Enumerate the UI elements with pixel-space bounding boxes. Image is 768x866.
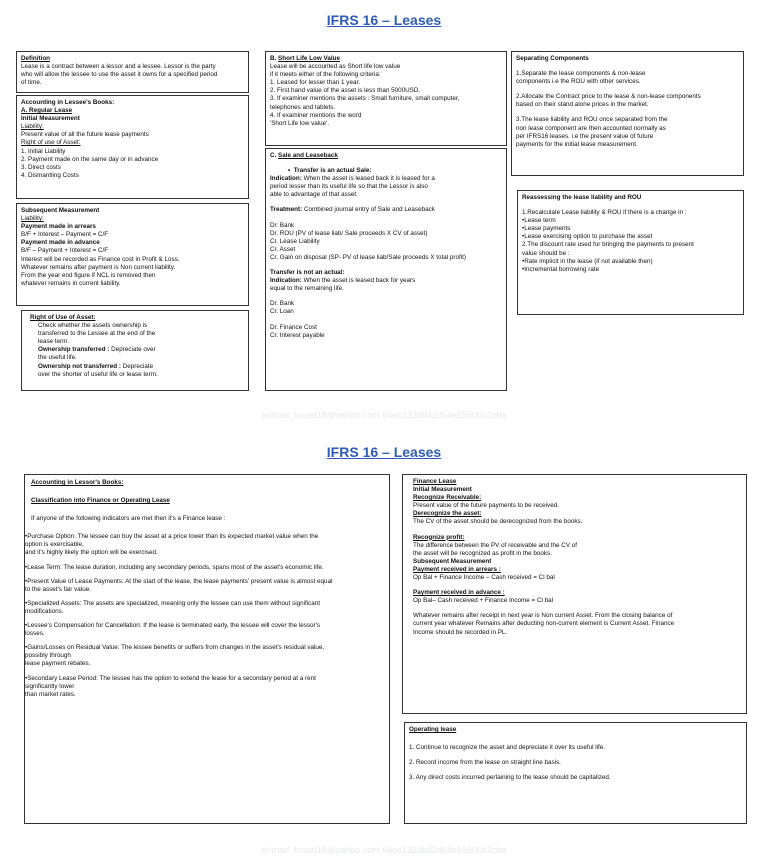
finance-closing: current year whatever Remains after deducting non-current element is Current Asset. Finance — [413, 620, 675, 628]
lessee-books-box — [16, 95, 249, 199]
definition-line: who will allow the lessee to use the asset it owns for a specified period — [21, 71, 218, 79]
finance-initial: Initial Measurement — [413, 486, 472, 494]
reassessing-box — [517, 190, 744, 315]
indicator-line: •Lessee's Compensation for Cancellation: If the lease is terminated early, the lessee will cover the lessor's — [25, 622, 320, 630]
derecognize-asset: Derecognize the asset: — [413, 510, 482, 518]
journal-line: Dr. ROU (PV of lease liab/ Sale proceeds X CV of asset) — [270, 229, 428, 237]
rou-asset-line: transferred to the Lessee at the end of the — [38, 330, 156, 338]
ownership-not-transferred-text: Depreciate — [120, 362, 154, 370]
indicator-item — [25, 644, 389, 668]
indication-text: period lesser than its useful life so that the Lessor is also — [270, 183, 428, 191]
journal3-line: Dr. Finance Cost — [270, 323, 317, 331]
operating-item: 2. Record income from the lease on straight line basis. — [409, 759, 561, 767]
indication2-text: equal to the remaining life. — [270, 285, 344, 293]
reassessing-line: •Lease payments — [522, 225, 571, 233]
liability-text: Present value of all the future lease payments — [21, 131, 149, 139]
separating-heading: Separating Components — [516, 55, 589, 62]
separating-p2: based on their stand alone prices in the market. — [516, 101, 649, 109]
regular-lease-heading: A. Regular Lease — [21, 107, 73, 115]
treatment-label: Treatment: — [270, 206, 303, 214]
indicator-line: lease payment rebates. — [25, 660, 91, 668]
separating-p1: 1.Separate the lease components & non-lease — [516, 70, 646, 78]
indicator-line: and it's highly likely the option will be exercised. — [25, 549, 158, 557]
recognize-receivable: Recognize Receivable: — [413, 494, 482, 502]
sale-leaseback-heading: Sale and Leaseback — [278, 152, 338, 159]
indicator-line: losses. — [25, 630, 45, 638]
journal-line: Cr. Gain on disposal (SP- PV of lease liab/Sale proceeds X total profit) — [270, 253, 467, 261]
subsequent-note: From the year end figure if NCL is removed then — [21, 271, 156, 279]
liability-label: Liability: — [21, 123, 44, 131]
lessor-heading: Accounting in Lessor's Books: — [31, 479, 124, 486]
rou-asset-line: Check whether the assets ownership is — [38, 322, 148, 330]
indication2-label: Indication: — [270, 277, 302, 285]
page-title-2: IFRS 16 – Leases — [326, 444, 442, 460]
reassessing-line: •Lease term — [522, 217, 556, 225]
subsequent-liability-label: Liability: — [21, 215, 44, 223]
indicator-line: •Specialized Assets: The assets are specialized, meaning only the lessee can use them without significant — [25, 599, 321, 607]
short-life-line: Lease will be accounted as Short life low value — [270, 63, 401, 71]
reassessing-line: •Rate implicit in the lease (if not available then) — [522, 257, 653, 265]
indication-text: When the asset is leased back it is leased for a — [301, 175, 435, 183]
received-arrears: Payment received in arrears : — [413, 565, 501, 573]
ownership-not-transferred-label: Ownership not transferred : — [38, 362, 121, 370]
sale-leaseback-box: C. Sale and Leaseback • Transfer is an actual Sale: Indication: When the asset is leased back it is leased for a period lesser than its useful life so that the Lessor is also able to advantage of that asset. Treatment: Combined journal entry of Sale and Leaseback Dr. Bank Dr. ROU (PV of lease liab/ Sale proceeds X CV of asset) Cr. Lease Liability Cr. Asset Cr. Gain on disposal (SP- PV of lease liab/Sale proceeds X total profit) Transfer is not an actual: Indication: When the asset is leased back for years equal to the remaining life. Dr. Bank Cr. Loan Dr. Finance Cost Cr. Interest payable — [265, 148, 507, 391]
advance-label: Payment made in advance — [21, 239, 100, 247]
definition-line: of time. — [21, 79, 42, 87]
rou-item: 3. Direct costs — [21, 163, 61, 171]
separating-p3: payments for the initial lease measurement. — [516, 140, 638, 148]
short-life-line: telephones and tablets. — [270, 103, 336, 111]
finance-subsequent: Subsequent Measurement — [413, 557, 492, 565]
recognize-profit: Recognize profit: — [413, 533, 465, 541]
journal-line: Cr. Lease Liability — [270, 237, 320, 245]
initial-measurement-label: Initial Measurement — [21, 115, 80, 123]
rou-asset-box — [21, 310, 249, 391]
ownership-transferred-text2: the useful life. — [38, 354, 77, 362]
indicator-line: •Purchase Option: The lessee can buy the asset at a price lower than its expected market value when the — [25, 533, 319, 541]
watermark-2: ahmad_fouad18@yahoo.com 64ec132db42d54e15606b2cba — [261, 845, 507, 855]
subsequent-note: whatever remains in current liability. — [21, 279, 121, 287]
indication-label: Indication: — [270, 175, 302, 183]
indicator-line: than market rates. — [25, 690, 76, 698]
classification-intro: If anyone of the following indicators are met then it's a Finance lease : — [31, 515, 226, 523]
rou-label: Right of use of Asset: — [21, 139, 81, 147]
operating-item: 3. Any direct costs incurred pertaining to the lease should be capitalized. — [409, 774, 611, 782]
sale-leaseback-prefix: C. — [270, 152, 279, 159]
treatment-text: Combined journal entry of Sale and Leaseback — [302, 206, 435, 214]
reassessing-line: •Lease exercising option to purchase the asset — [522, 233, 653, 241]
reassessing-line: value should be : — [522, 249, 570, 257]
operating-heading: Operating lease — [409, 726, 457, 733]
operating-lease-box — [404, 722, 747, 824]
reassessing-heading: Reassessing the lease liability and ROU — [522, 194, 642, 201]
rou-item: 2. Payment made on the same day or in advance — [21, 155, 159, 163]
indicator-line: •Secondary Lease Period: The lessee has the option to extend the lease for a secondary period at a rent — [25, 674, 316, 682]
journal3-line: Cr. Interest payable — [270, 331, 325, 339]
advance-formula: B/F – Payment + Interest = C/F — [21, 247, 109, 255]
lessee-heading: Accounting in Lessee's Books: — [21, 99, 115, 106]
arrears-label: Payment made in arrears — [21, 223, 96, 231]
finance-lease-box — [402, 474, 747, 714]
separating-components-box — [511, 51, 744, 176]
subsequent-measurement-box — [16, 203, 249, 306]
subsequent-note: Whatever remains after payment is Non current liability. — [21, 263, 176, 271]
rou-item: 1. Initial Liability — [21, 147, 66, 155]
indicator-item — [25, 622, 389, 638]
rou-asset-line: lease term. — [38, 338, 70, 346]
rou-item: 4. Dismantling Costs — [21, 171, 79, 179]
reassessing-line: •Incremental borrowing rate — [522, 265, 600, 273]
indicator-line: significantly lower — [25, 682, 75, 690]
indicator-line: possibly through — [25, 652, 71, 660]
ownership-transferred-label: Ownership transferred : — [38, 346, 110, 354]
indicator-line: •Gains/Losses on Residual Value: The lessee benefits or suffers from changes in the asset's residual value, — [25, 644, 325, 652]
journal-line: Cr. Asset — [270, 245, 296, 253]
indicator-item — [25, 675, 389, 699]
journal2-line: Dr. Bank — [270, 300, 295, 308]
short-life-line: if it meets either of the following criteria: — [270, 71, 381, 79]
separating-p3: non lease component are then accounted normally as — [516, 124, 666, 132]
indicator-item — [25, 600, 389, 616]
reassessing-line: 2.The discount rate used for bringing the payments to present — [522, 241, 694, 249]
separating-p2: 2.Allocate the Contract price to the lease & non-lease components — [516, 93, 701, 101]
not-actual-heading: Transfer is not an actual: — [270, 269, 345, 277]
actual-sale-bullet: Transfer is an actual Sale: — [293, 167, 372, 175]
page-title: IFRS 16 – Leases — [326, 12, 442, 28]
indicator-item — [25, 578, 389, 594]
profit-text: The difference between the PV of receivable and the CV of — [413, 541, 578, 549]
ownership-transferred-text: Depreciate over — [109, 346, 156, 354]
indication2-text: When the asset is leased back for years — [301, 277, 416, 285]
short-life-heading: Short Life Low Value — [278, 55, 340, 62]
indicator-item — [25, 564, 389, 572]
classification-heading: Classification into Finance or Operating Lease — [31, 497, 170, 505]
received-advance: Payment received in advance : — [413, 589, 505, 597]
indicator-line: modifications. — [25, 607, 64, 615]
indicator-item — [25, 533, 389, 557]
separating-p3: per IFRS16 leases. i.e the present value of future — [516, 132, 654, 140]
definition-line: Lease is a contract between a lessor and a lessee. Lessor is the party — [21, 63, 216, 71]
rou-asset-heading: Right of Use of Asset: — [30, 314, 96, 321]
short-life-line: 1. Leased for lesser than 1 year. — [270, 79, 360, 87]
subsequent-heading: Subsequent Measurement — [21, 207, 100, 214]
receivable-text: Present value of the future payments to be received. — [413, 502, 559, 510]
lessor-books-box — [24, 474, 390, 824]
indicator-line: •Present Value of Lease Payments: At the start of the lease, the lease payments' present value is almost equal — [25, 577, 333, 585]
operating-item: 1. Continue to recognize the asset and depreciate it over its useful life. — [409, 744, 606, 752]
arrears-formula-2: Op Bal + Finance Income – Cash received = Cl bal — [413, 574, 555, 582]
derecognize-text: The CV of the asset should be derecognized from the books. — [413, 518, 583, 526]
short-life-line: 'Short Life low value'. — [270, 119, 330, 127]
subsequent-note: Interest will be recorded as Finance cost in Profit & Loss. — [21, 255, 180, 263]
arrears-formula: B/F + Interest – Payment = C/F — [21, 231, 109, 239]
reassessing-line: 1.Recalculate Lease liability & ROU if there is a change in : — [522, 209, 687, 217]
short-life-line: 3. If examiner mentions the assets : Small furniture, small computer, — [270, 95, 460, 103]
finance-closing: Whatever remains after receipt in next year is Non current Asset. From the closing balance of — [413, 612, 673, 620]
finance-heading: Finance Lease — [413, 478, 457, 485]
short-life-line: 2. First hand value of the asset is less than 5000USD. — [270, 87, 421, 95]
definition-heading: Definition — [21, 55, 51, 62]
indication-text: able to advantage of that asset. — [270, 191, 358, 199]
journal-line: Dr. Bank — [270, 221, 295, 229]
separating-p3: 3.The lease liability and ROU once separated from the — [516, 116, 668, 124]
profit-text: the asset will be recognized as profit in the books. — [413, 549, 552, 557]
short-life-prefix: B. — [270, 55, 279, 62]
watermark: ahmad_fouad18@yahoo.com 64ec132db42d54e15606b2cba — [261, 410, 507, 420]
finance-closing: Income should be recorded in PL. — [413, 628, 508, 636]
definition-box — [16, 51, 249, 93]
ownership-not-transferred-text2: over the shorter of useful life or lease term. — [38, 370, 158, 378]
indicator-line: to the asset's fair value. — [25, 585, 91, 593]
journal2-line: Cr. Loan — [270, 308, 294, 316]
indicator-line: option is exercisable, — [25, 541, 84, 549]
short-life-line: 4. If examiner mentions the word — [270, 111, 362, 119]
indicator-line: •Lease Term: The lease duration, including any secondary periods, spans most of the asset's economic life. — [25, 563, 324, 571]
short-life-box — [265, 51, 507, 146]
advance-formula-2: Op Bal– Cash received + Finance Income = Cl bal — [413, 597, 554, 605]
separating-p1: components i.e the ROU with other services. — [516, 78, 641, 86]
